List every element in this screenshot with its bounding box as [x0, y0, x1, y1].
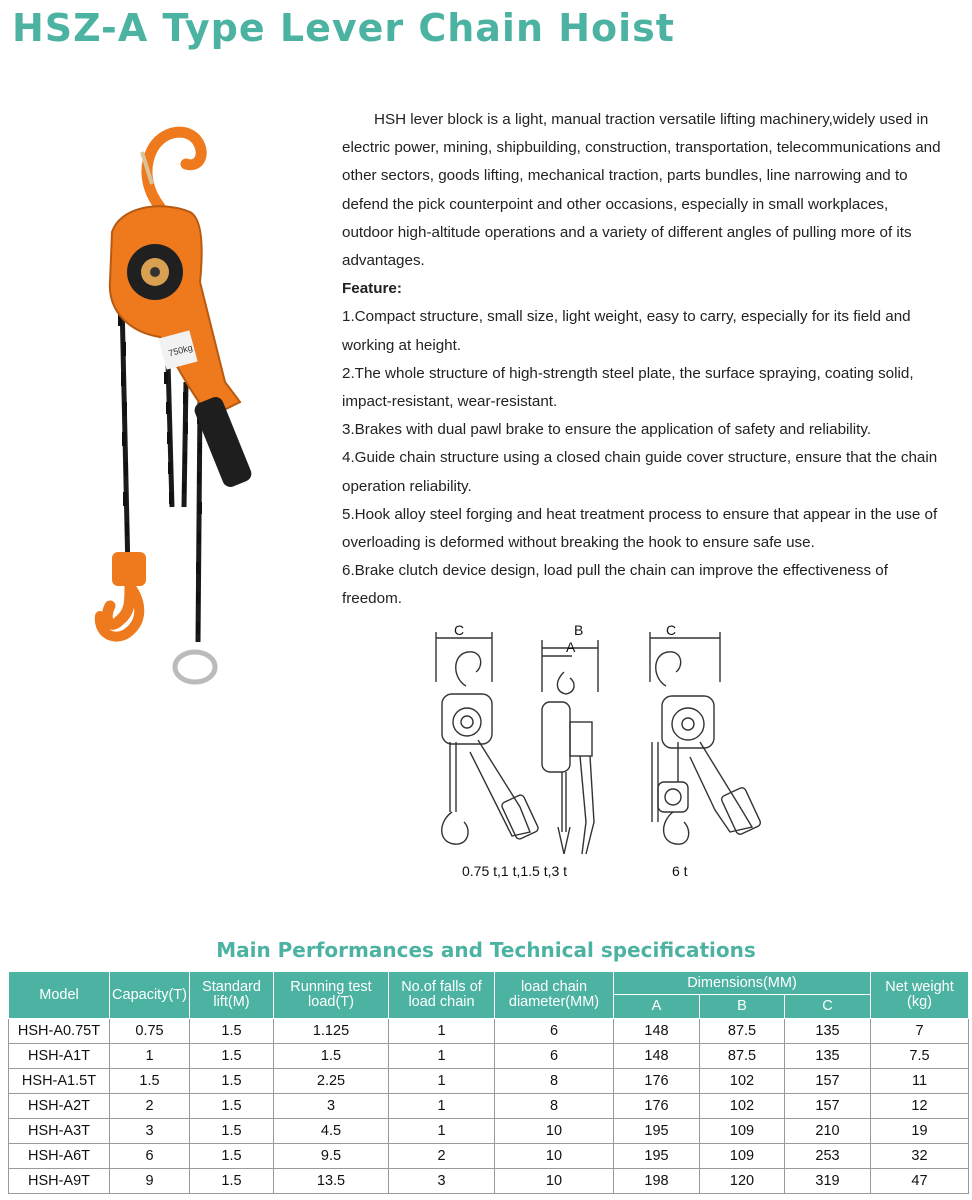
feature-item: 2.The whole structure of high-strength steel plate, the surface spraying, coating solid, impact-resistant, wear-resistant. — [342, 364, 914, 411]
header-net-weight: Net weight (kg) — [871, 972, 969, 1019]
feature-item: 1.Compact structure, small size, light weight, easy to carry, especially for its field and working at height. — [342, 308, 911, 354]
cell-dim-b: 120 — [700, 1169, 785, 1194]
cell-net-weight: 7.5 — [871, 1044, 969, 1069]
cell-test-load: 4.5 — [274, 1119, 389, 1144]
hoist-body — [110, 206, 240, 417]
cell-falls: 1 — [389, 1094, 495, 1119]
feature-item: 5.Hook alloy steel forging and heat treatment process to ensure that appear in the use of overloading is deformed without breaking the hook to ensure safe use. — [342, 505, 938, 552]
feature-item: 6.Brake clutch device design, load pull the chain can improve the effectiveness of freedom. — [342, 562, 888, 608]
cell-dim-a: 148 — [614, 1044, 700, 1069]
cell-capacity: 1.5 — [110, 1069, 190, 1094]
cell-test-load: 1.125 — [274, 1019, 389, 1044]
header-chain-diameter: load chain diameter(MM) — [495, 972, 614, 1019]
cell-dim-c: 210 — [785, 1119, 871, 1144]
dimension-label-a: A — [566, 639, 576, 655]
header-falls: No.of falls of load chain — [389, 972, 495, 1019]
intro-paragraph: HSH lever block is a light, manual traction versatile lifting machinery,widely used in electric power, mining, shipbuilding, construction, transportation, telecommunications and other sectors, goods lifting, mechanical traction, parts bundles, line narrowing and to defend the pick counterpoint and other occasions, especially in small workplaces, outdoor high-altitude operations and a variety of different angles of pulling more of its advantages. — [342, 111, 941, 270]
cell-falls: 1 — [389, 1044, 495, 1069]
header-dimensions: Dimensions(MM) — [614, 972, 871, 995]
spec-table — [8, 971, 969, 1194]
cell-capacity: 9 — [110, 1169, 190, 1194]
cell-falls: 3 — [389, 1169, 495, 1194]
dimension-label-c: C — [454, 622, 465, 638]
cell-chain-diameter: 6 — [495, 1044, 614, 1069]
cell-dim-b: 109 — [700, 1119, 785, 1144]
cell-capacity: 6 — [110, 1144, 190, 1169]
cell-test-load: 13.5 — [274, 1169, 389, 1194]
feature-heading: Feature: — [342, 280, 402, 298]
cell-chain-diameter: 6 — [495, 1019, 614, 1044]
cell-net-weight: 7 — [871, 1019, 969, 1044]
cell-test-load: 2.25 — [274, 1069, 389, 1094]
cell-chain-diameter: 8 — [495, 1069, 614, 1094]
cell-standard-lift: 1.5 — [190, 1069, 274, 1094]
table-row — [9, 1144, 969, 1169]
cell-dim-a: 198 — [614, 1169, 700, 1194]
cell-standard-lift: 1.5 — [190, 1169, 274, 1194]
cell-standard-lift: 1.5 — [190, 1119, 274, 1144]
feature-item: 4.Guide chain structure using a closed chain guide cover structure, ensure that the chain operation reliability. — [342, 449, 938, 495]
cell-net-weight: 47 — [871, 1169, 969, 1194]
cell-falls: 1 — [389, 1119, 495, 1144]
cell-capacity: 2 — [110, 1094, 190, 1119]
bottom-hook — [107, 586, 130, 624]
table-row — [9, 1169, 969, 1194]
cell-standard-lift: 1.5 — [190, 1019, 274, 1044]
cell-model: HSH-A6T — [9, 1144, 110, 1169]
header-model: Model — [9, 972, 110, 1019]
header-capacity: Capacity(T) — [110, 972, 190, 1019]
cell-dim-c: 253 — [785, 1144, 871, 1169]
table-row — [9, 1019, 969, 1044]
cell-standard-lift: 1.5 — [190, 1044, 274, 1069]
cell-test-load: 1.5 — [274, 1044, 389, 1069]
cell-dim-b: 87.5 — [700, 1044, 785, 1069]
header-dim-c: C — [785, 995, 871, 1019]
cell-dim-b: 87.5 — [700, 1019, 785, 1044]
diagram-caption-large: 6 t — [672, 863, 688, 879]
cell-dim-a: 195 — [614, 1144, 700, 1169]
cell-dim-b: 102 — [700, 1069, 785, 1094]
cell-chain-diameter: 10 — [495, 1169, 614, 1194]
header-dim-a: A — [614, 995, 700, 1019]
cell-standard-lift: 1.5 — [190, 1094, 274, 1119]
cell-model: HSH-A9T — [9, 1169, 110, 1194]
cell-dim-c: 135 — [785, 1019, 871, 1044]
cell-net-weight: 19 — [871, 1119, 969, 1144]
product-description — [342, 106, 942, 614]
table-row — [9, 1094, 969, 1119]
table-row — [9, 1044, 969, 1069]
cell-dim-c: 157 — [785, 1069, 871, 1094]
cell-dim-c: 319 — [785, 1169, 871, 1194]
cell-model: HSH-A2T — [9, 1094, 110, 1119]
dimension-label-b: B — [574, 622, 584, 638]
cell-chain-diameter: 10 — [495, 1144, 614, 1169]
diagram-drawing — [430, 622, 770, 862]
cell-net-weight: 32 — [871, 1144, 969, 1169]
header-dim-b: B — [700, 995, 785, 1019]
top-hook — [147, 132, 201, 207]
cell-model: HSH-A0.75T — [9, 1019, 110, 1044]
header-standard-lift: Standard lift(M) — [190, 972, 274, 1019]
cell-model: HSH-A1.5T — [9, 1069, 110, 1094]
chain-ring — [175, 652, 215, 682]
cell-falls: 1 — [389, 1019, 495, 1044]
cell-capacity: 0.75 — [110, 1019, 190, 1044]
cell-standard-lift: 1.5 — [190, 1144, 274, 1169]
cell-dim-c: 157 — [785, 1094, 871, 1119]
cell-dim-a: 148 — [614, 1019, 700, 1044]
cell-dim-a: 176 — [614, 1094, 700, 1119]
cell-test-load: 3 — [274, 1094, 389, 1119]
feature-item: 3.Brakes with dual pawl brake to ensure the application of safety and reliability. — [342, 421, 872, 439]
table-row — [9, 1119, 969, 1144]
cell-capacity: 3 — [110, 1119, 190, 1144]
table-row — [9, 1069, 969, 1094]
cell-capacity: 1 — [110, 1044, 190, 1069]
cell-dim-a: 195 — [614, 1119, 700, 1144]
cell-model: HSH-A1T — [9, 1044, 110, 1069]
dimension-diagrams — [430, 622, 770, 884]
cell-dim-a: 176 — [614, 1069, 700, 1094]
cell-falls: 1 — [389, 1069, 495, 1094]
cell-net-weight: 12 — [871, 1094, 969, 1119]
cell-chain-diameter: 8 — [495, 1094, 614, 1119]
cell-model: HSH-A3T — [9, 1119, 110, 1144]
spec-section-title: Main Performances and Technical specifications — [216, 938, 756, 962]
diagram-caption-small: 0.75 t,1 t,1.5 t,3 t — [462, 863, 568, 879]
dimension-label-c-6t: C — [666, 622, 677, 638]
cell-dim-b: 102 — [700, 1094, 785, 1119]
page-title: HSZ-A Type Lever Chain Hoist — [12, 6, 675, 50]
cell-test-load: 9.5 — [274, 1144, 389, 1169]
lever-hoist-photo — [90, 112, 280, 692]
cell-chain-diameter: 10 — [495, 1119, 614, 1144]
cell-dim-c: 135 — [785, 1044, 871, 1069]
cell-net-weight: 11 — [871, 1069, 969, 1094]
capacity-label: 750kg — [167, 342, 194, 359]
header-running-test-load: Running test load(T) — [274, 972, 389, 1019]
cell-dim-b: 109 — [700, 1144, 785, 1169]
cell-falls: 2 — [389, 1144, 495, 1169]
